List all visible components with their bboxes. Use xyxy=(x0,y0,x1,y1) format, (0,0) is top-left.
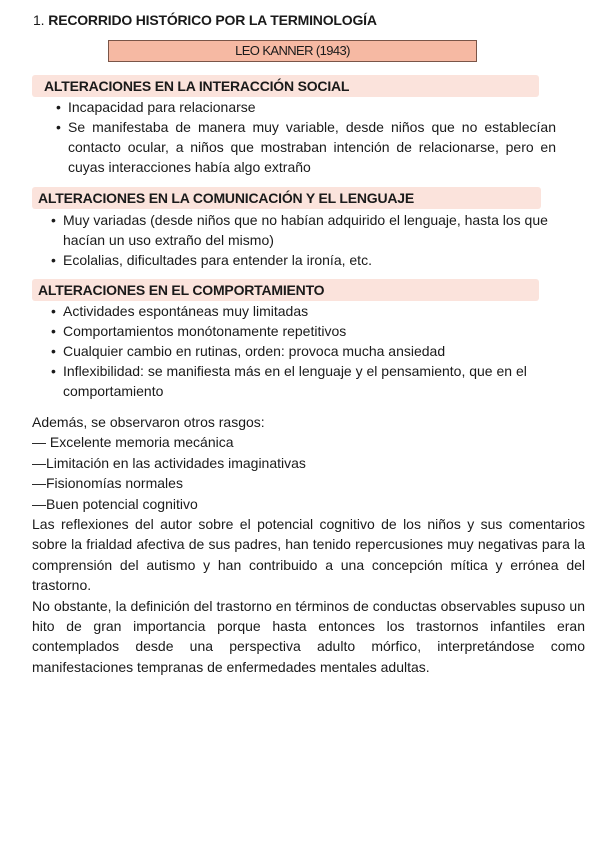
paragraph: No obstante, la definición del trastorno en términos de conductas observables supuso un hito de gran importancia porque hasta entonces los trastornos infantiles eran contemplados desde una perspectiva adulto mórfico, interpretándose como manifestaciones tempranas de enfermedades mentales adultas. xyxy=(32,597,585,675)
list-social xyxy=(52,97,556,177)
list-item: • Muy variadas (desde niños que no habían adquirido el lenguaje, hasta los que hacían un uso extraño del mismo) xyxy=(47,210,557,250)
section-head-behavior: ALTERACIONES EN EL COMPORTAMIENTO xyxy=(32,279,539,301)
subtitle-box: LEO KANNER (1943) xyxy=(108,40,477,62)
trait-line: —Limitación en las actividades imaginativas xyxy=(32,454,306,471)
paragraph: Las reflexiones del autor sobre el potencial cognitivo de los niños y sus comentarios sobre la frialdad afectiva de sus padres, han tenido repercusiones muy negativas para la comprensión del autismo y han contribuido a una concepción mítica y errónea del trastorno. xyxy=(32,516,585,594)
section-number: 1. xyxy=(33,12,45,28)
list-item: • Incapacidad para relacionarse xyxy=(52,97,556,117)
list-item: • Ecolalias, dificultades para entender la ironía, etc. xyxy=(47,250,557,270)
trait-line: —Buen potencial cognitivo xyxy=(32,495,198,512)
list-item: • Se manifestaba de manera muy variable, desde niños que no establecían contacto ocular, a niños que mostraban intención de relacionarse, pero en cuyas interacciones había algo extraño xyxy=(52,117,556,177)
section-head-communication: ALTERACIONES EN LA COMUNICACIÓN Y EL LENGUAJE xyxy=(32,187,541,209)
section-head-social: ALTERACIONES EN LA INTERACCIÓN SOCIAL xyxy=(32,75,539,97)
section-heading xyxy=(33,12,377,28)
list-item: • Cualquier cambio en rutinas, orden: provoca mucha ansiedad xyxy=(47,341,557,361)
list-item: • Actividades espontáneas muy limitadas xyxy=(47,301,557,321)
section-title: RECORRIDO HISTÓRICO POR LA TERMINOLOGÍA xyxy=(48,12,377,28)
trait-line: —Fisionomías normales xyxy=(32,475,183,492)
list-item: • Comportamientos monótonamente repetitivos xyxy=(47,321,557,341)
trait-line: — Excelente memoria mecánica xyxy=(32,434,234,451)
body-text xyxy=(32,412,585,677)
list-behavior xyxy=(47,301,557,401)
intro-line: Además, se observaron otros rasgos: xyxy=(32,414,265,430)
list-item: • Inflexibilidad: se manifiesta más en el lenguaje y el pensamiento, que en el comportamiento xyxy=(47,361,557,401)
list-communication xyxy=(47,210,557,270)
